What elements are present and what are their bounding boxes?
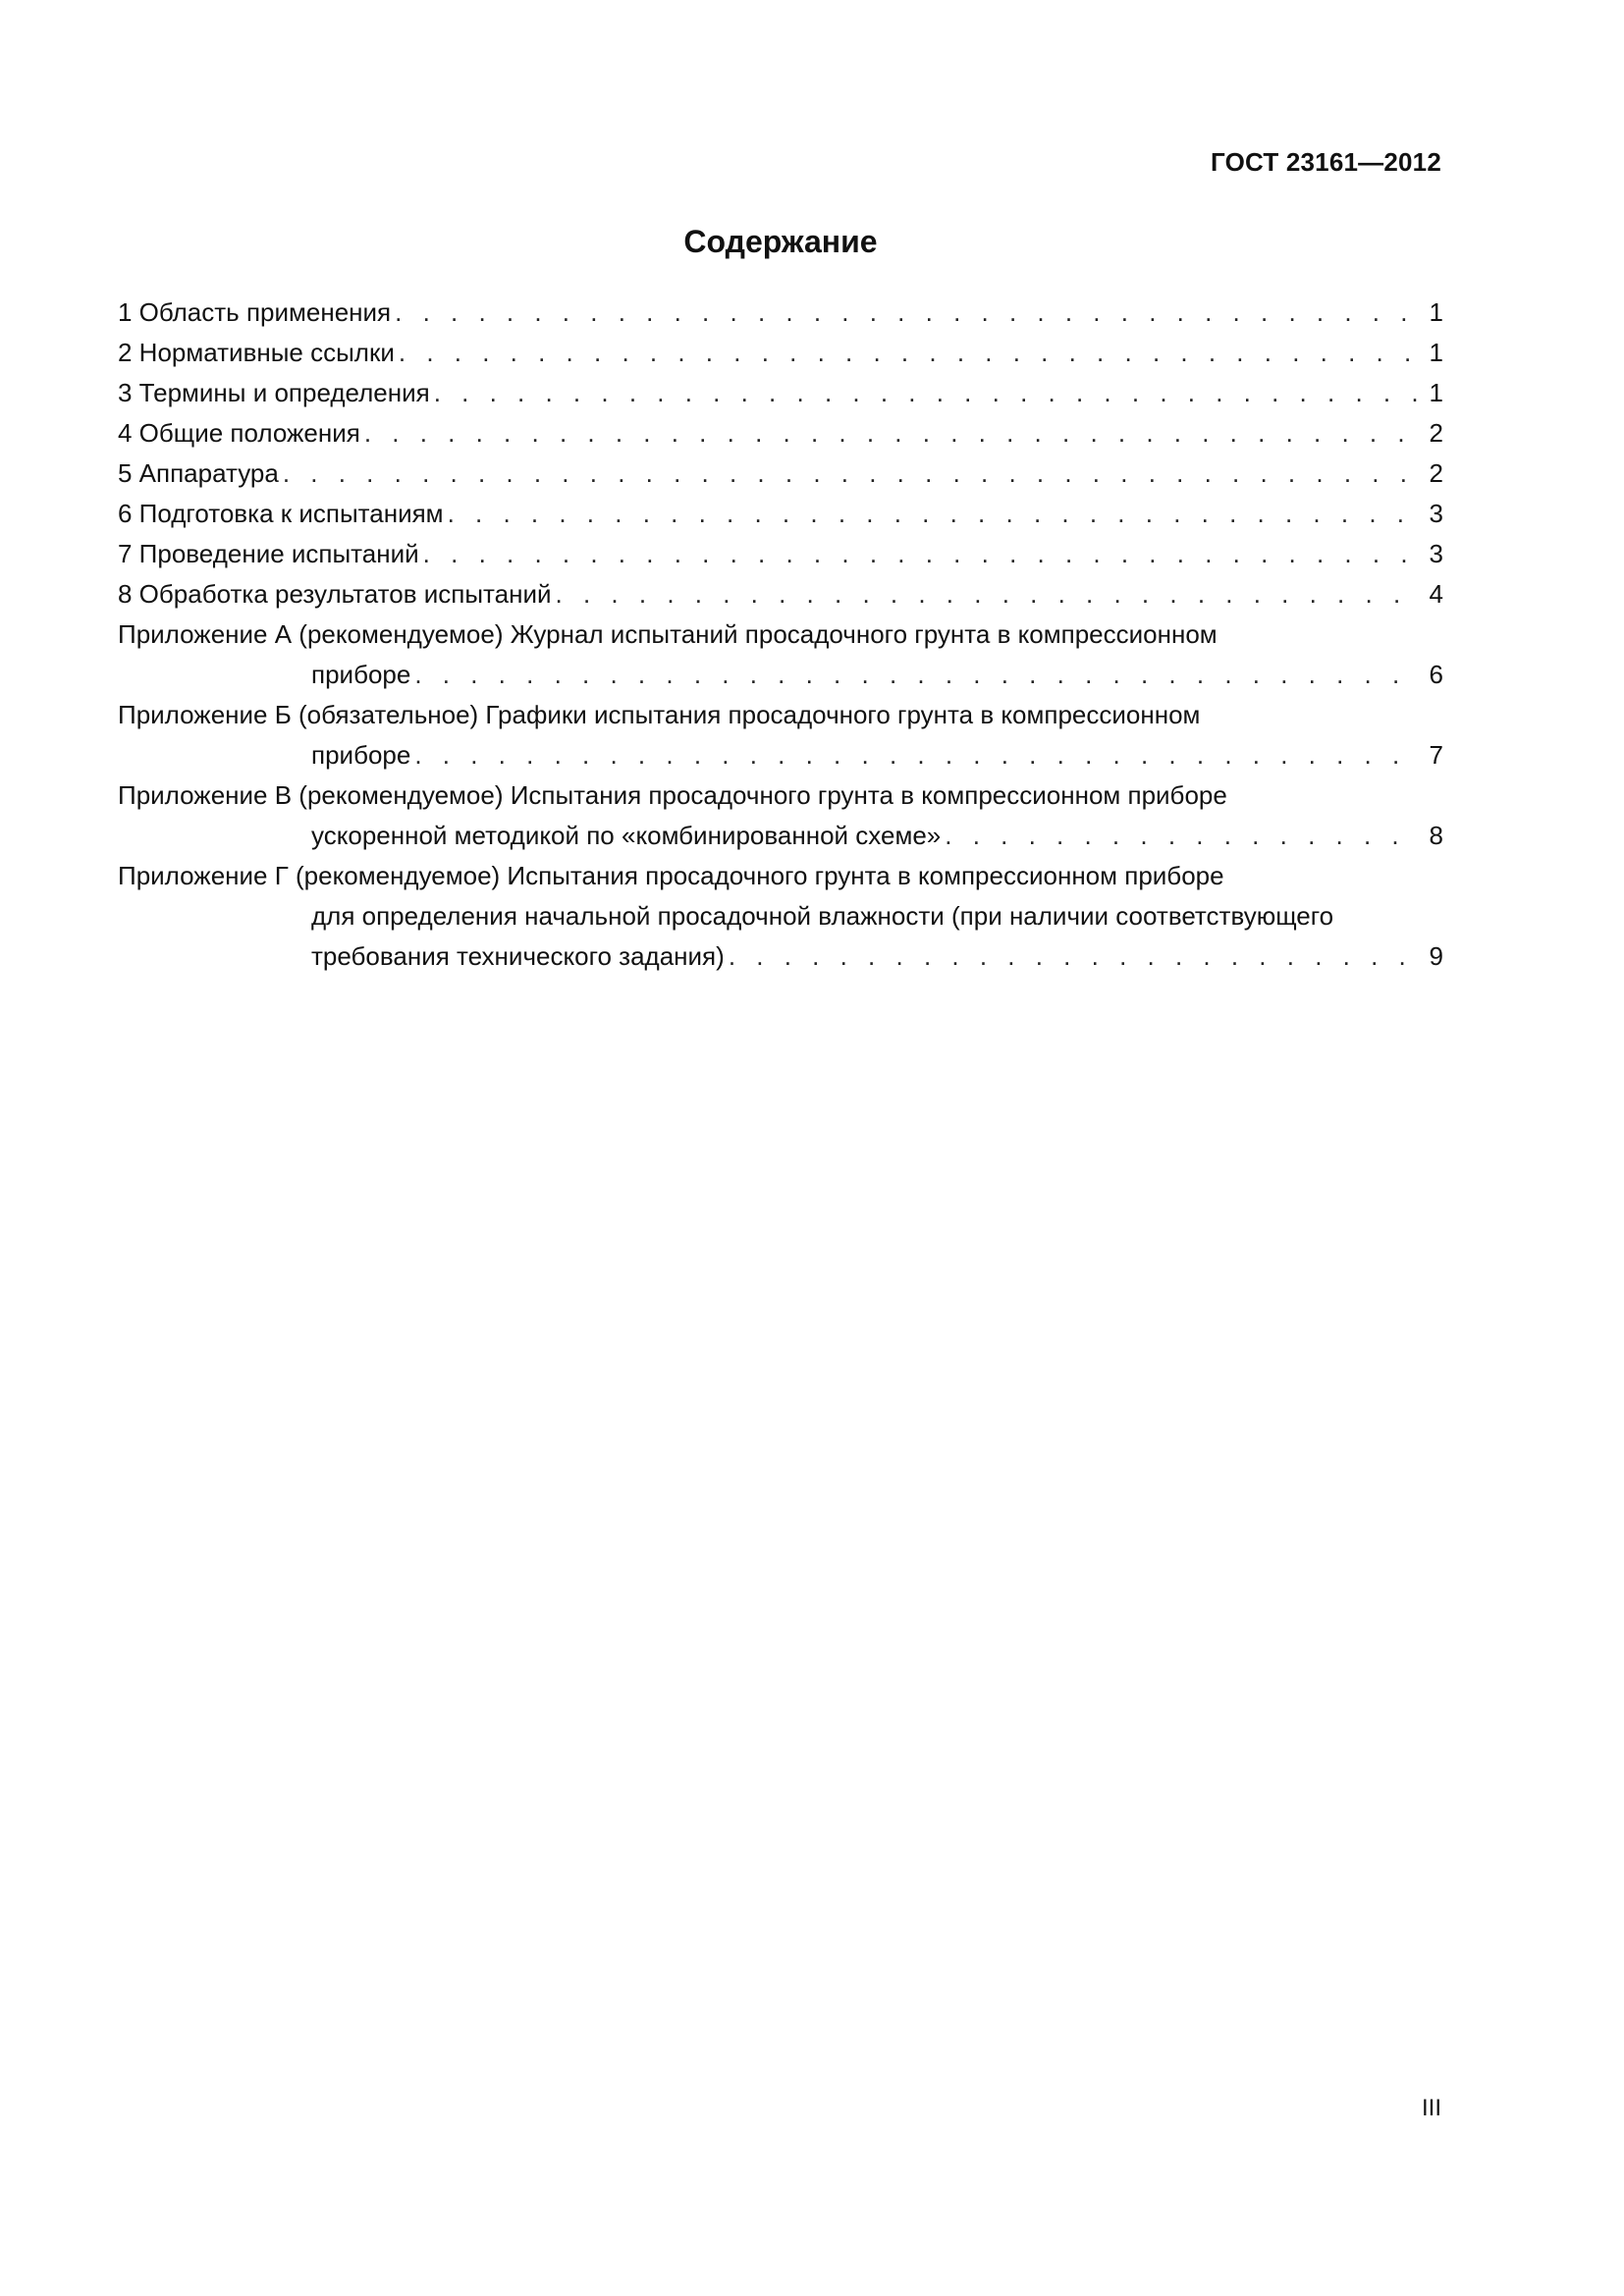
dot-leader bbox=[434, 373, 1422, 413]
toc-entry-text: 4 Общие положения bbox=[118, 418, 360, 448]
toc-entry-text-continued: для определения начальной просадочной влажности (при наличии соответствующего bbox=[311, 901, 1334, 931]
toc-entry-appendix-g[interactable] bbox=[118, 856, 1443, 977]
toc-entry-page: 6 bbox=[1429, 660, 1443, 689]
toc-entry-scope[interactable] bbox=[118, 293, 1443, 333]
dot-leader bbox=[945, 816, 1422, 856]
toc-entry-text: 6 Подготовка к испытаниям bbox=[118, 499, 444, 528]
toc-entry-text: Приложение Г (рекомендуемое) Испытания просадочного грунта в компрессионном приборе bbox=[118, 861, 1224, 890]
toc-entry-page: 3 bbox=[1429, 539, 1443, 568]
toc-entry-appendix-v[interactable] bbox=[118, 775, 1443, 856]
toc-entry-text: 2 Нормативные ссылки bbox=[118, 338, 395, 367]
dot-leader bbox=[423, 534, 1422, 574]
toc-entry-page: 4 bbox=[1429, 579, 1443, 609]
toc-entry-page: 1 bbox=[1429, 338, 1443, 367]
toc-entry-page: 1 bbox=[1429, 297, 1443, 327]
toc-entry-text: 5 Аппаратура bbox=[118, 458, 279, 488]
toc-entry-page: 2 bbox=[1429, 458, 1443, 488]
toc-entry-text: Приложение В (рекомендуемое) Испытания просадочного грунта в компрессионном приборе bbox=[118, 780, 1227, 810]
toc-entry-preparation[interactable] bbox=[118, 494, 1443, 534]
toc-entry-text-continued: приборе bbox=[311, 740, 411, 770]
toc-entry-page: 7 bbox=[1429, 740, 1443, 770]
toc-entry-general[interactable] bbox=[118, 413, 1443, 454]
toc-entry-text: 1 Область применения bbox=[118, 297, 392, 327]
toc-entry-page: 8 bbox=[1429, 821, 1443, 850]
toc-entry-text-continued: ускоренной методикой по «комбинированной схеме» bbox=[311, 821, 942, 850]
dot-leader bbox=[448, 494, 1422, 534]
toc-entry-apparatus[interactable] bbox=[118, 454, 1443, 494]
dot-leader bbox=[556, 574, 1422, 614]
toc-entry-page: 1 bbox=[1429, 378, 1443, 407]
dot-leader bbox=[364, 413, 1422, 454]
toc-entry-normative-references[interactable] bbox=[118, 333, 1443, 373]
toc-entry-page: 2 bbox=[1429, 418, 1443, 448]
page-number: III bbox=[1421, 2095, 1441, 2121]
toc-title: Содержание bbox=[683, 224, 878, 259]
toc-entry-text: 8 Обработка результатов испытаний bbox=[118, 579, 552, 609]
toc-entry-text: 7 Проведение испытаний bbox=[118, 539, 419, 568]
toc-entry-testing[interactable] bbox=[118, 534, 1443, 574]
toc-entry-text: Приложение А (рекомендуемое) Журнал испытаний просадочного грунта в компрессионном bbox=[118, 619, 1218, 649]
dot-leader bbox=[283, 454, 1422, 494]
dot-leader bbox=[395, 293, 1422, 333]
toc-entry-page: 9 bbox=[1429, 941, 1443, 971]
table-of-contents bbox=[118, 293, 1443, 977]
toc-entry-text-continued: приборе bbox=[311, 660, 411, 689]
toc-entry-appendix-a[interactable] bbox=[118, 614, 1443, 695]
toc-entry-text: 3 Термины и определения bbox=[118, 378, 430, 407]
toc-entry-terms[interactable] bbox=[118, 373, 1443, 413]
toc-entry-results-processing[interactable] bbox=[118, 574, 1443, 614]
dot-leader bbox=[729, 936, 1422, 977]
dot-leader bbox=[414, 655, 1422, 695]
toc-entry-text: Приложение Б (обязательное) Графики испытания просадочного грунта в компрессионном bbox=[118, 700, 1201, 729]
toc-entry-page: 3 bbox=[1429, 499, 1443, 528]
dot-leader bbox=[399, 333, 1422, 373]
toc-entry-text-continued: требования технического задания) bbox=[311, 941, 725, 971]
dot-leader bbox=[414, 735, 1422, 775]
toc-entry-appendix-b[interactable] bbox=[118, 695, 1443, 775]
document-id: ГОСТ 23161—2012 bbox=[1211, 147, 1441, 177]
